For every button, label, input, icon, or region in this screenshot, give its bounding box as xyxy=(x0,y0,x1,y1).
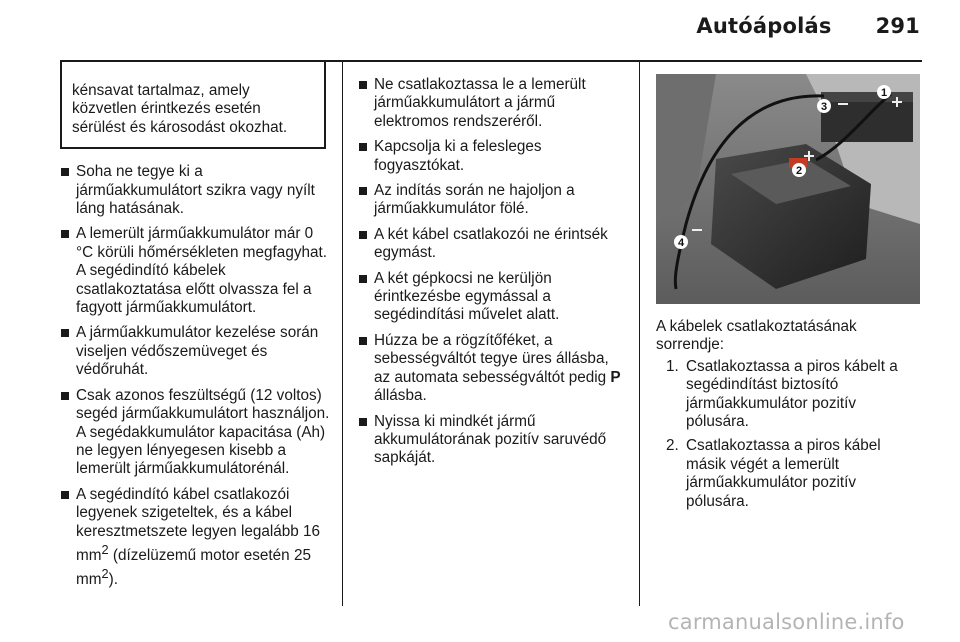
figure-caption: A kábelek csatlakoztatásának sorrendje: xyxy=(656,318,857,354)
svg-text:3: 3 xyxy=(820,101,828,113)
jump-start-photo xyxy=(656,74,920,304)
column-divider-right xyxy=(639,62,640,606)
section-title: Autóápolás xyxy=(696,14,832,38)
column-left xyxy=(60,62,330,597)
figure-label-3 xyxy=(817,99,831,113)
warning-text: kénsavat tartalmaz, amely közvetlen érintkezés esetén sérülést és károsodást okozhat. xyxy=(72,82,288,136)
page-header xyxy=(696,14,920,38)
list-item: Soha ne tegye ki a járműakkumulátort szikra vagy nyílt láng hatásának. xyxy=(60,163,330,218)
bold-gear-letter: P xyxy=(610,368,621,386)
warning-box xyxy=(60,62,326,149)
bullet-list-left xyxy=(60,163,330,590)
list-item: 1. Csatlakoztassa a piros kábelt a segédindítást biztosító járműakkumulátor pozitív pólusára. xyxy=(666,357,898,431)
page-number: 291 xyxy=(875,14,920,38)
column-divider-left xyxy=(342,62,343,606)
list-item: Nyissa ki mindkét jármű akkumulátorának pozitív saruvédő sapkáját. xyxy=(358,413,626,468)
column-middle xyxy=(358,76,626,475)
bullet-list-middle xyxy=(358,76,626,468)
list-item-cable: A segédindító kábel csatlakozói legyenek szigeteltek, és a kábel keresztmetszete legyen legalább 16 $mm^2$ (dízelüzemű motor esetén 25 $mm^2$). xyxy=(60,486,330,590)
superscript: 2 xyxy=(101,541,109,557)
figure-label-2 xyxy=(792,163,806,177)
list-item: Ne csatlakoztassa le a lemerült járműakkumulátort a jármű elektromos rendszeréről. xyxy=(358,76,626,131)
steps-list xyxy=(656,358,920,511)
list-item: A lemerült járműakkumulátor már 0 °C körüli hőmérsékleten megfagyhat. A segédindító kábelek csatlakoztatása előtt olvassza fel a fagyott járműakkumulátort. xyxy=(60,225,330,317)
list-item: Kapcsolja ki a felesleges fogyasztókat. xyxy=(358,138,626,175)
column-right xyxy=(656,62,920,517)
step-number: 1. xyxy=(666,357,679,375)
superscript: 2 xyxy=(101,566,109,582)
list-item-gear: Húzza be a rögzítőféket, a sebességváltót tegye üres állásba, az automata sebességváltót pedig P állásba. xyxy=(358,332,626,406)
svg-text:2: 2 xyxy=(795,165,803,177)
svg-text:1: 1 xyxy=(880,87,888,99)
list-item: A járműakkumulátor kezelése során viseljen védőszemüveget és védőruhát. xyxy=(60,324,330,379)
list-item: Az indítás során ne hajoljon a járműakkumulátor fölé. xyxy=(358,182,626,219)
list-item: A két gépkocsi ne kerüljön érintkezésbe egymással a segédindítási művelet alatt. xyxy=(358,270,626,325)
figure-label-4 xyxy=(674,235,688,249)
list-item: A két kábel csatlakozói ne érintsék egymást. xyxy=(358,226,626,263)
figure-label-1 xyxy=(877,85,891,99)
watermark: carmanualsonline.info xyxy=(668,610,905,634)
step-number: 2. xyxy=(666,437,679,455)
svg-text:4: 4 xyxy=(677,237,685,249)
list-item: Csak azonos feszültségű (12 voltos) segéd járműakkumulátort használjon. A segédakkumulátor kapacitása (Ah) ne legyen lényegesen kisebb a lemerült járműakkumulátorénál. xyxy=(60,387,330,479)
list-item: 2. Csatlakoztassa a piros kábel másik végét a lemerült járműakkumulátor pozitív pólusára. xyxy=(666,437,881,510)
